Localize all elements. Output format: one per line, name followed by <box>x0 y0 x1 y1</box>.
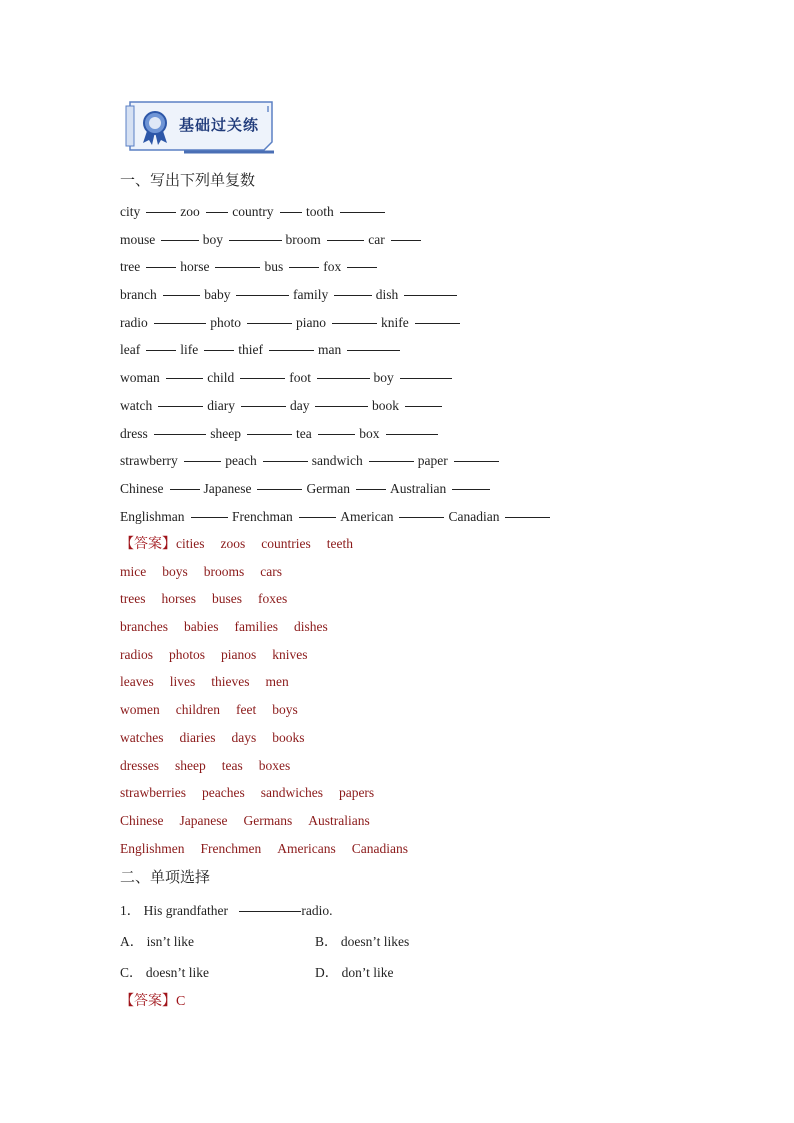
word: Canadian <box>448 508 500 524</box>
answer-word: babies <box>183 619 219 635</box>
answer-blank[interactable] <box>229 239 282 241</box>
exercise-row <box>120 198 554 226</box>
answer-word: Englishmen <box>120 840 185 856</box>
answer-row <box>120 835 424 863</box>
word: fox <box>323 259 342 275</box>
answer-blank[interactable] <box>257 488 302 490</box>
answer-blank[interactable] <box>315 405 368 407</box>
word: horse <box>180 259 210 275</box>
answer-word: sandwiches <box>260 785 323 801</box>
word: German <box>306 480 350 496</box>
options-row-2 <box>120 957 510 988</box>
answer-word: families <box>234 619 278 635</box>
answer-word: boys <box>162 563 188 579</box>
answer-blank[interactable] <box>317 377 370 379</box>
answer-word: books <box>272 729 305 745</box>
badge-title: 基础过关练 <box>179 116 260 134</box>
word: photo <box>210 314 242 330</box>
word: tea <box>296 425 312 441</box>
answer-blank[interactable] <box>241 405 286 407</box>
option-d[interactable]: D． don’t like <box>315 965 394 980</box>
question-1 <box>120 895 510 988</box>
answer-blank[interactable] <box>289 266 319 268</box>
answer-blank[interactable] <box>146 349 176 351</box>
answer-word: trees <box>120 591 146 607</box>
question-stem <box>120 895 510 926</box>
word: day <box>289 397 310 413</box>
answer-blank[interactable] <box>247 322 292 324</box>
answer-word: dresses <box>120 757 159 773</box>
word: broom <box>285 231 321 247</box>
answer-word: sheep <box>175 757 206 773</box>
answer-word: leaves <box>120 674 154 690</box>
word: watch <box>120 397 153 413</box>
answer-blank[interactable] <box>369 460 414 462</box>
word: book <box>371 397 399 413</box>
word: Englishman <box>120 508 185 524</box>
answer-blank[interactable] <box>318 433 356 435</box>
answer-blank[interactable] <box>206 211 229 213</box>
answer-tag: 【答案】 <box>120 993 176 1009</box>
word: branch <box>120 287 157 303</box>
answer-word: knives <box>272 646 308 662</box>
answer-word: horses <box>161 591 196 607</box>
question-number: 1． <box>120 903 141 918</box>
question-before-blank: His grandfather <box>143 903 228 918</box>
word: boy <box>202 231 223 247</box>
answer-word: thieves <box>211 674 250 690</box>
answer-word: countries <box>261 536 311 551</box>
answer-blank[interactable] <box>163 294 201 296</box>
answer-blank[interactable] <box>146 266 176 268</box>
word: child <box>207 370 235 386</box>
answer-word: lives <box>169 674 196 690</box>
word: tooth <box>306 204 334 219</box>
answer-blank[interactable] <box>146 211 176 213</box>
answer-row <box>120 779 424 807</box>
answer-row <box>120 807 424 835</box>
word: sandwich <box>311 453 363 469</box>
question-after-blank: radio. <box>301 903 333 918</box>
answer-blank[interactable] <box>386 433 439 435</box>
answer-word: Chinese <box>120 812 164 828</box>
answer-word: diaries <box>179 729 216 745</box>
word: Frenchman <box>232 508 293 524</box>
answer-word: strawberries <box>120 785 186 801</box>
answer-row <box>120 641 424 669</box>
answer-blank[interactable] <box>158 405 203 407</box>
answer-rows <box>120 530 424 862</box>
answer-blank[interactable] <box>154 322 207 324</box>
answer-value: C <box>176 994 186 1009</box>
answer-blank[interactable] <box>400 377 453 379</box>
answer-blank[interactable] <box>399 516 444 518</box>
question-1-answer <box>120 990 185 1010</box>
answer-blank[interactable] <box>236 294 289 296</box>
answer-blank[interactable] <box>215 266 260 268</box>
answer-word: Germans <box>243 812 293 828</box>
answer-word: cities <box>176 536 205 551</box>
answer-word: pianos <box>221 646 257 662</box>
exercise-row <box>120 336 554 364</box>
answer-word: branches <box>120 619 168 635</box>
word: baby <box>204 287 231 303</box>
answer-word: peaches <box>201 785 245 801</box>
answer-word: cars <box>260 563 282 579</box>
answer-word: days <box>231 729 257 745</box>
exercise-row <box>120 447 554 475</box>
option-b[interactable]: B． doesn’t likes <box>315 934 410 949</box>
section-1-title: 一、写出下列单复数 <box>120 171 256 189</box>
word: strawberry <box>120 453 178 469</box>
exercise-row <box>120 503 554 531</box>
answer-blank[interactable] <box>340 211 385 213</box>
word: leaf <box>120 342 141 358</box>
answer-row <box>120 668 424 696</box>
exercise-row <box>120 364 554 392</box>
answer-row <box>120 613 424 641</box>
answer-blank[interactable] <box>327 239 365 241</box>
word: dress <box>120 425 148 441</box>
answer-row <box>120 585 424 613</box>
answer-row <box>120 530 424 558</box>
answer-blank[interactable] <box>404 294 457 296</box>
word: life <box>180 342 199 358</box>
answer-word: dishes <box>293 619 328 635</box>
word: Japanese <box>203 480 252 496</box>
answer-blank[interactable] <box>334 294 372 296</box>
answer-blank[interactable] <box>191 516 229 518</box>
option-c[interactable]: C． doesn’t like <box>120 965 210 980</box>
answer-word: boxes <box>258 757 291 773</box>
answer-blank[interactable] <box>454 460 499 462</box>
word: radio <box>120 314 148 330</box>
word: foot <box>289 370 311 386</box>
answer-word: buses <box>211 591 242 607</box>
answer-word: Canadians <box>351 840 408 856</box>
answer-blank[interactable] <box>184 460 222 462</box>
options-row-1 <box>120 926 510 957</box>
word: Australian <box>389 480 447 496</box>
answer-row <box>120 696 424 724</box>
word: bus <box>264 259 284 275</box>
word: box <box>359 425 380 441</box>
exercise-row <box>120 392 554 420</box>
answer-blank[interactable] <box>505 516 550 518</box>
answer-word: teas <box>221 757 243 773</box>
answer-blank[interactable] <box>347 266 377 268</box>
answer-word: teeth <box>326 536 353 551</box>
answer-blank[interactable] <box>356 488 386 490</box>
answer-word: Australians <box>308 812 370 828</box>
answer-word: radios <box>120 646 153 662</box>
award-ribbon-icon <box>140 110 170 146</box>
answer-blank[interactable] <box>332 322 377 324</box>
word: paper <box>417 453 448 469</box>
exercise-row <box>120 475 554 503</box>
answer-blank[interactable] <box>269 349 314 351</box>
word: sheep <box>210 425 241 441</box>
answer-word: Americans <box>277 840 336 856</box>
word: city <box>120 204 141 219</box>
word: peach <box>225 453 257 469</box>
answer-blank[interactable] <box>452 488 490 490</box>
answer-row <box>120 558 424 586</box>
word: diary <box>207 397 235 413</box>
answer-blank[interactable] <box>415 322 460 324</box>
answer-word: photos <box>169 646 206 662</box>
answer-word: papers <box>338 785 375 801</box>
answer-word: feet <box>235 702 257 718</box>
answer-blank[interactable] <box>347 349 400 351</box>
answer-word: mice <box>120 563 147 579</box>
answer-word: boys <box>272 702 298 718</box>
answer-word: Japanese <box>179 812 228 828</box>
word: man <box>317 342 342 358</box>
word: thief <box>238 342 263 358</box>
answer-tag: 【答案】 <box>120 536 176 552</box>
exercise-row <box>120 253 554 281</box>
word: woman <box>120 370 160 386</box>
word: mouse <box>120 231 156 247</box>
answer-blank[interactable] <box>240 377 285 379</box>
section-badge <box>124 98 278 154</box>
answer-blank[interactable] <box>247 433 292 435</box>
answer-word: men <box>265 674 289 690</box>
answer-word: watches <box>120 729 164 745</box>
section-2-title: 二、单项选择 <box>120 868 211 886</box>
answer-blank[interactable] <box>263 460 308 462</box>
answer-blank[interactable] <box>170 488 200 490</box>
option-a[interactable]: A． isn’t like <box>120 934 195 949</box>
word: car <box>368 231 385 247</box>
answer-row <box>120 724 424 752</box>
word: Chinese <box>120 480 164 496</box>
word: zoo <box>180 204 200 219</box>
answer-blank[interactable] <box>280 211 303 213</box>
question-blank[interactable] <box>239 910 301 912</box>
word: family <box>292 287 329 303</box>
answer-word: zoos <box>220 536 246 551</box>
exercise-row <box>120 226 554 254</box>
answer-word: Frenchmen <box>200 840 262 856</box>
answer-blank[interactable] <box>161 239 199 241</box>
answer-word: brooms <box>203 563 245 579</box>
word: knife <box>381 314 409 330</box>
word: boy <box>373 370 394 386</box>
answer-blank[interactable] <box>204 349 234 351</box>
answer-blank[interactable] <box>391 239 421 241</box>
word: piano <box>296 314 327 330</box>
answer-word: women <box>120 702 160 718</box>
answer-word: children <box>175 702 220 718</box>
answer-row <box>120 752 424 780</box>
exercise-row <box>120 309 554 337</box>
exercise-row <box>120 281 554 309</box>
word: dish <box>375 287 399 303</box>
answer-blank[interactable] <box>299 516 337 518</box>
answer-blank[interactable] <box>405 405 443 407</box>
answer-word: foxes <box>257 591 288 607</box>
word: tree <box>120 259 141 275</box>
answer-blank[interactable] <box>166 377 204 379</box>
answer-blank[interactable] <box>154 433 207 435</box>
exercise-rows <box>120 198 554 530</box>
word: American <box>340 508 394 524</box>
exercise-row <box>120 420 554 448</box>
word: country <box>232 204 274 219</box>
